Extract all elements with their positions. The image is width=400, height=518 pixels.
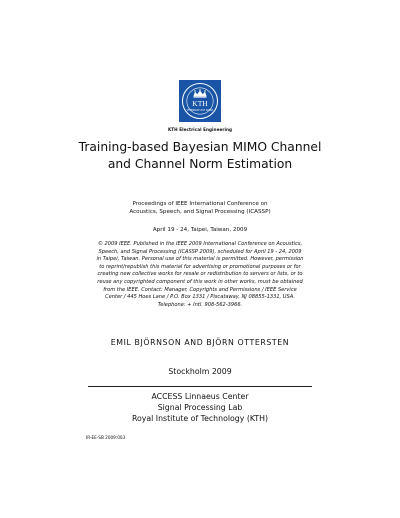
kth-logo-ring-text: VETENSKAP OCH KONST <box>186 109 214 113</box>
conference-date-place: April 19 - 24, Taipei, Taiwan, 2009 <box>152 227 248 233</box>
report-id: IR-EE-SB 2009:003 <box>86 435 126 440</box>
kth-logo-text: KTH <box>192 99 208 108</box>
report-title-line: Training-based Bayesian MIMO Channel <box>78 140 322 154</box>
affiliation-line: ACCESS Linnaeus Center <box>151 392 249 401</box>
copyright-line: in Taipei, Taiwan. Personal use of this material is permitted. However, permission <box>96 256 304 263</box>
copyright-line: Telephone: + Intl. 908-562-3966. <box>157 301 243 308</box>
proceedings-line: Acoustics, Speech, and Signal Processing (ICASSP) <box>129 209 271 215</box>
affiliation <box>40 391 360 425</box>
affiliation-line: Signal Processing Lab <box>157 403 243 413</box>
copyright-line: Speech, and Signal Processing (ICASSP 2009), scheduled for April 19 - 24, 2009 <box>98 248 302 255</box>
kth-logo <box>179 80 221 122</box>
copyright-line: © 2009 IEEE. Published in the IEEE 2009 International Conference on Acoustics, <box>97 241 303 247</box>
authors: EMIL BJÖRNSON AND BJÖRN OTTERSTEN <box>110 338 290 347</box>
city-year: Stockholm 2009 <box>168 367 232 376</box>
proceedings-line: Proceedings of IEEE International Conference on <box>132 201 268 207</box>
logo-caption: KTH Electrical Engineering <box>167 127 233 132</box>
proceedings-info <box>40 200 360 216</box>
report-title-line: and Channel Norm Estimation <box>107 157 293 171</box>
copyright-line: creating new collective works for resale or redistribution to servers or lists, or to <box>97 271 303 278</box>
copyright-line: Center / 445 Hoes Lane / P.O. Box 1331 / Piscataway, NJ 08855-1331, USA. <box>105 294 295 301</box>
copyright-line: from the IEEE. Contact: Manager, Copyrights and Permissions / IEEE Service <box>103 286 297 293</box>
copyright-line: reuse any copyrighted component of this work in other works, must be obtained <box>97 278 303 285</box>
affiliation-line: Royal Institute of Technology (KTH) <box>131 414 269 424</box>
horizontal-divider <box>88 386 312 387</box>
copyright-notice <box>86 241 314 309</box>
copyright-line: to reprint/republish this material for advertising or promotional purposes or for <box>99 263 301 270</box>
report-title <box>40 139 360 173</box>
